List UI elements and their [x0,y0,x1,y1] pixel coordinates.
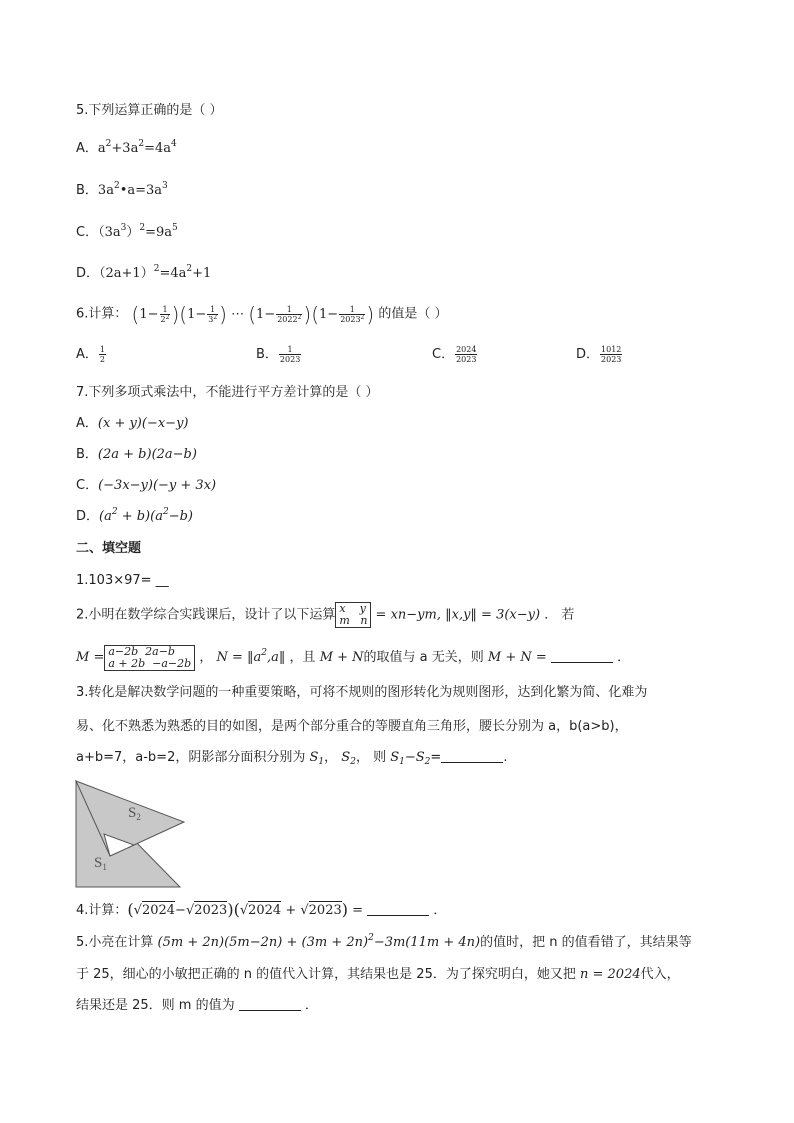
f2-question-line1: 2.小明在数学综合实践课后，设计了以下运算 x y m n = xn−ym, ‖x,y‖ = 3(x−y) ． 若 [76,602,575,627]
f1-question: 1.103×97= __ [76,573,169,588]
option-label: C． [76,225,99,240]
q7-option-d[interactable]: D．$(a^2 + b)(a^2-b)$ [76,507,193,524]
f5-line3: 结果还是 25．则 m 的值为 ． [76,998,318,1013]
q5-option-d[interactable]: D．$(2a+1)^2=4a^2+1$ [76,264,212,281]
determinant-xy: x y m n [335,602,371,628]
denominator: 2023 [279,355,301,364]
numerator: 1 [279,345,301,355]
q7-stem: 7.下列多项式乘法中，不能进行平方差计算的是（ ） [76,385,379,400]
option-label: D． [576,347,600,362]
option-label: D． [76,509,100,524]
option-label: B． [76,183,98,198]
q6-option-a[interactable] [76,345,107,364]
denominator: 2023 [456,355,477,364]
option-label: A． [76,141,98,156]
s1-label: $S_1$ [94,855,107,872]
q7-option-c[interactable]: C．(−3x−y)(−y + 3x) [76,478,217,493]
option-label: A． [76,416,98,431]
triangles-figure [74,779,189,889]
option-label: C． [432,347,455,362]
q6-expression: (1− $\frac{1}{2^2}$ )(1− $\frac{1}{3^2}$ ) ⋯ (1− $\frac{1}{2022^2}$ )(1− $\frac{1}{2023^2}$ ) [131,302,375,326]
f3-answer-blank[interactable] [441,750,503,763]
f4-question: 4.计算：(√2024−√2023)(√2024 + √2023) = ． [76,900,447,919]
option-label: A． [76,347,98,362]
q7-option-a[interactable]: A．(x + y)(−x−y) [76,416,189,431]
q6-stem: 6.计算： (1− $\frac{1}{2^2}$ )(1− $\frac{1}{3^2}$ ) ⋯ (1− $\frac{1}{2022^2}$ )(1− $\frac{1}{2023^2}$ ) 的值是（ ） [76,302,448,326]
f4-answer-blank[interactable] [367,903,429,916]
f5-line2: 于 25，细心的小敏把正确的 n 的值代入计算，其结果也是 25．为了探究明白，她又把 n = 2024代入， [76,967,680,982]
q6-option-c[interactable] [432,345,478,364]
denominator: 2023 [601,355,622,364]
q5-option-c[interactable]: C．$(3a^3)^2=9a^5$ [76,223,178,240]
option-label: B． [256,347,278,362]
q6-option-d[interactable] [576,345,623,364]
q5-option-b[interactable]: B．$3a^2•a=3a^3$ [76,181,168,198]
f3-line1: 3.转化是解决数学问题的一种重要策略，可将不规则的图形转化为规则图形，达到化繁为简、化难为 [76,685,648,700]
option-label: C． [76,478,99,493]
section-title: 二、填空题 [76,541,142,556]
q5-option-a[interactable]: A．$a^2+3a^2=4a^4$ [76,139,177,156]
f2-answer-blank[interactable] [551,650,613,663]
f5-line1: 5.小亮在计算 $(5m + 2n)(5m-2n) + (3m + 2n)^2-3m(11m + 4n)$的值时，把 n 的值看错了，其结果等 [76,933,692,950]
denominator: 2 [99,355,105,364]
numerator: 2024 [456,345,477,354]
option-label: D． [76,266,100,281]
q7-option-b[interactable]: B．(2a + b)(2a−b) [76,447,197,462]
f3-line2: 易、化不熟悉为熟悉的目的如图，是两个部分重合的等腰直角三角形，腰长分别为 a，b(a>b)， [76,719,628,734]
matrix-m: a−2b 2a−b a + 2b −a−2b [104,645,195,671]
option-label: B． [76,447,98,462]
f5-answer-blank[interactable] [239,998,301,1011]
numerator: 1 [99,345,105,354]
f2-question-line2: M = a−2b 2a−b a + 2b −a−2b ， $N = ‖a^2,a‖$ ，且 M + N的取值与 a 无关，则 M + N = ． [76,644,631,670]
f3-line3: a+b=7，a-b=2，阴影部分面积分别为 $S_1$， $S_2$， 则 $S_1-S_2=$ . [76,750,508,767]
q6-option-b[interactable] [256,345,302,364]
numerator: 1012 [601,345,622,354]
q5-stem: 5.下列运算正确的是（ ） [76,103,223,118]
s2-label: $S_2$ [128,805,141,822]
